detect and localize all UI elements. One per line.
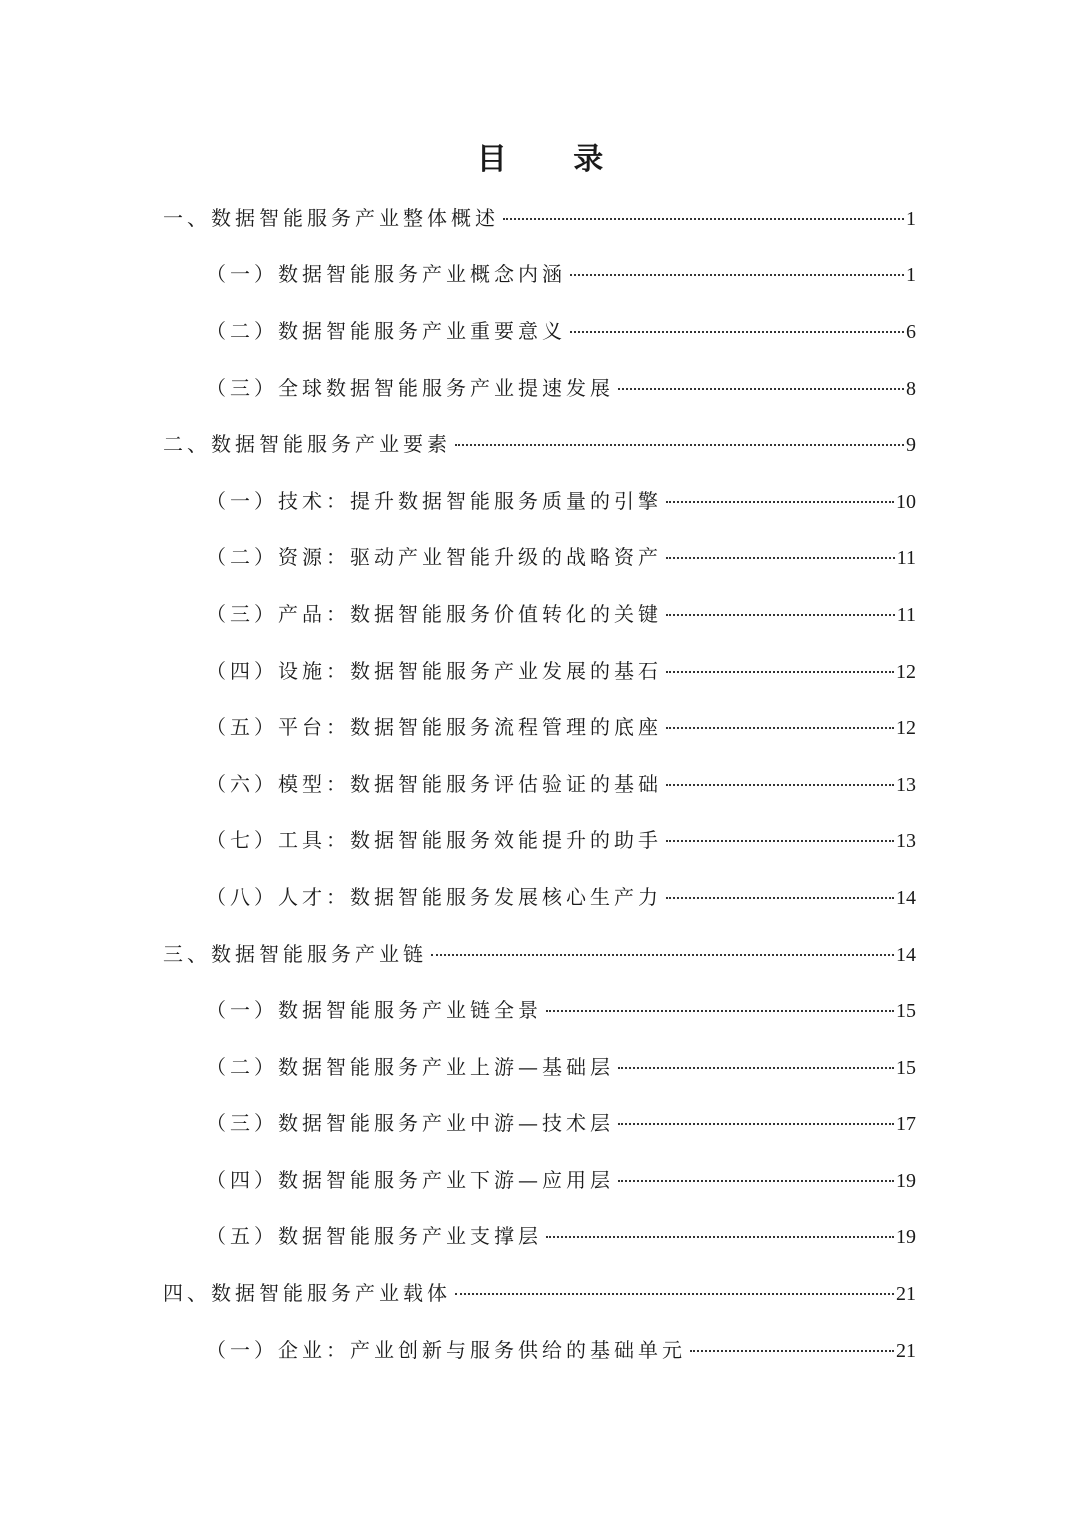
page-title: 目 录 <box>476 142 632 177</box>
toc-entry-row <box>206 1222 916 1251</box>
toc-section-entry[interactable] <box>0 586 1080 643</box>
toc-section-entry[interactable] <box>0 1209 1080 1266</box>
toc-section-entry[interactable] <box>0 1039 1080 1096</box>
toc-entry-label: （六）模型：数据智能服务评估验证的基础 <box>206 771 662 796</box>
toc-entry-row <box>206 1336 916 1365</box>
toc-entry-row <box>206 770 916 799</box>
toc-page-number: 15 <box>896 1000 916 1023</box>
toc-entry-label: 三、数据智能服务产业链 <box>163 941 427 966</box>
toc-entry-label: （三）数据智能服务产业中游—技术层 <box>206 1111 614 1136</box>
toc-page-number: 9 <box>906 434 916 457</box>
toc-entry-row <box>206 317 916 346</box>
dot-leader <box>618 1123 894 1125</box>
toc-entry-row <box>163 204 916 233</box>
toc-entry-label: （五）平台：数据智能服务流程管理的底座 <box>206 715 662 740</box>
toc-page-number: 11 <box>896 547 916 570</box>
toc-entry-row <box>206 1053 916 1082</box>
toc-page-number: 21 <box>896 1339 916 1362</box>
toc-section-entry[interactable] <box>0 1322 1080 1379</box>
toc-entry-label: （八）人才：数据智能服务发展核心生产力 <box>206 884 662 909</box>
dot-leader <box>455 444 904 446</box>
toc-entry-label: （四）数据智能服务产业下游—应用层 <box>206 1167 614 1192</box>
toc-section-entry[interactable] <box>0 1152 1080 1209</box>
toc-section-entry[interactable] <box>0 1096 1080 1153</box>
toc-page-number: 14 <box>896 943 916 966</box>
dot-leader <box>570 331 904 333</box>
toc-entry-row <box>206 600 916 629</box>
toc-entry-row <box>206 374 916 403</box>
dot-leader <box>666 671 894 673</box>
dot-leader <box>666 727 894 729</box>
toc-entry-row <box>206 826 916 855</box>
toc-entry-label: （一）数据智能服务产业链全景 <box>206 998 542 1023</box>
toc-page-number: 10 <box>896 490 916 513</box>
toc-entry-row <box>206 487 916 516</box>
toc-page-number: 1 <box>906 207 916 230</box>
dot-leader <box>618 1180 894 1182</box>
toc-page-number: 12 <box>896 717 916 740</box>
dot-leader <box>503 218 904 220</box>
dot-leader <box>666 784 894 786</box>
toc-chapter-entry[interactable] <box>0 926 1080 983</box>
dot-leader <box>618 1067 894 1069</box>
toc-page-number: 11 <box>896 603 916 626</box>
dot-leader <box>666 501 894 503</box>
dot-leader <box>666 840 894 842</box>
toc-page-number: 6 <box>906 320 916 343</box>
toc-entry-row <box>206 260 916 289</box>
dot-leader <box>546 1236 894 1238</box>
toc-section-entry[interactable] <box>0 982 1080 1039</box>
toc-entry-row <box>206 657 916 686</box>
toc-entry-label: （五）数据智能服务产业支撑层 <box>206 1224 542 1249</box>
toc-section-entry[interactable] <box>0 869 1080 926</box>
toc-entry-row <box>206 1166 916 1195</box>
toc-entry-label: 四、数据智能服务产业载体 <box>163 1281 451 1306</box>
toc-page-number: 8 <box>906 377 916 400</box>
toc-chapter-entry[interactable] <box>0 1265 1080 1322</box>
toc-section-entry[interactable] <box>0 247 1080 304</box>
toc-page-number: 13 <box>896 773 916 796</box>
toc-page-number: 15 <box>896 1056 916 1079</box>
dot-leader <box>666 557 895 559</box>
toc-section-entry[interactable] <box>0 756 1080 813</box>
toc-entry-label: （二）资源：驱动产业智能升级的战略资产 <box>206 545 662 570</box>
dot-leader <box>570 274 904 276</box>
toc-entry-label: （一）数据智能服务产业概念内涵 <box>206 262 566 287</box>
dot-leader <box>455 1293 894 1295</box>
toc-entry-label: （二）数据智能服务产业上游—基础层 <box>206 1054 614 1079</box>
toc-chapter-entry[interactable] <box>0 190 1080 247</box>
toc-page-number: 19 <box>896 1226 916 1249</box>
toc-section-entry[interactable] <box>0 360 1080 417</box>
toc-entry-row <box>206 713 916 742</box>
toc-entry-row <box>206 1109 916 1138</box>
toc-entry-label: （四）设施：数据智能服务产业发展的基石 <box>206 658 662 683</box>
toc-entry-label: （一）技术：提升数据智能服务质量的引擎 <box>206 488 662 513</box>
dot-leader <box>431 954 894 956</box>
table-of-contents <box>0 190 1080 1378</box>
toc-section-entry[interactable] <box>0 699 1080 756</box>
toc-chapter-entry[interactable] <box>0 416 1080 473</box>
toc-entry-label: （三）全球数据智能服务产业提速发展 <box>206 375 614 400</box>
toc-entry-label: （一）企业：产业创新与服务供给的基础单元 <box>206 1337 686 1362</box>
toc-entry-label: 一、数据智能服务产业整体概述 <box>163 205 499 230</box>
toc-page-number: 14 <box>896 886 916 909</box>
toc-entry-row <box>163 940 916 969</box>
toc-section-entry[interactable] <box>0 473 1080 530</box>
dot-leader <box>666 614 895 616</box>
dot-leader <box>618 388 904 390</box>
toc-page-number: 12 <box>896 660 916 683</box>
toc-page-number: 1 <box>906 264 916 287</box>
toc-entry-label: （二）数据智能服务产业重要意义 <box>206 318 566 343</box>
dot-leader <box>690 1350 894 1352</box>
toc-section-entry[interactable] <box>0 643 1080 700</box>
dot-leader <box>546 1010 894 1012</box>
toc-section-entry[interactable] <box>0 303 1080 360</box>
toc-section-entry[interactable] <box>0 530 1080 587</box>
toc-entry-row <box>163 430 916 459</box>
toc-entry-row <box>206 996 916 1025</box>
toc-entry-row <box>206 883 916 912</box>
toc-section-entry[interactable] <box>0 813 1080 870</box>
toc-entry-row <box>206 543 916 572</box>
toc-entry-label: （七）工具：数据智能服务效能提升的助手 <box>206 828 662 853</box>
toc-page-number: 17 <box>896 1113 916 1136</box>
toc-page-number: 21 <box>896 1283 916 1306</box>
toc-entry-label: 二、数据智能服务产业要素 <box>163 432 451 457</box>
toc-entry-row <box>163 1279 916 1308</box>
toc-page-number: 13 <box>896 830 916 853</box>
toc-page-number: 19 <box>896 1169 916 1192</box>
toc-entry-label: （三）产品：数据智能服务价值转化的关键 <box>206 601 662 626</box>
dot-leader <box>666 897 894 899</box>
